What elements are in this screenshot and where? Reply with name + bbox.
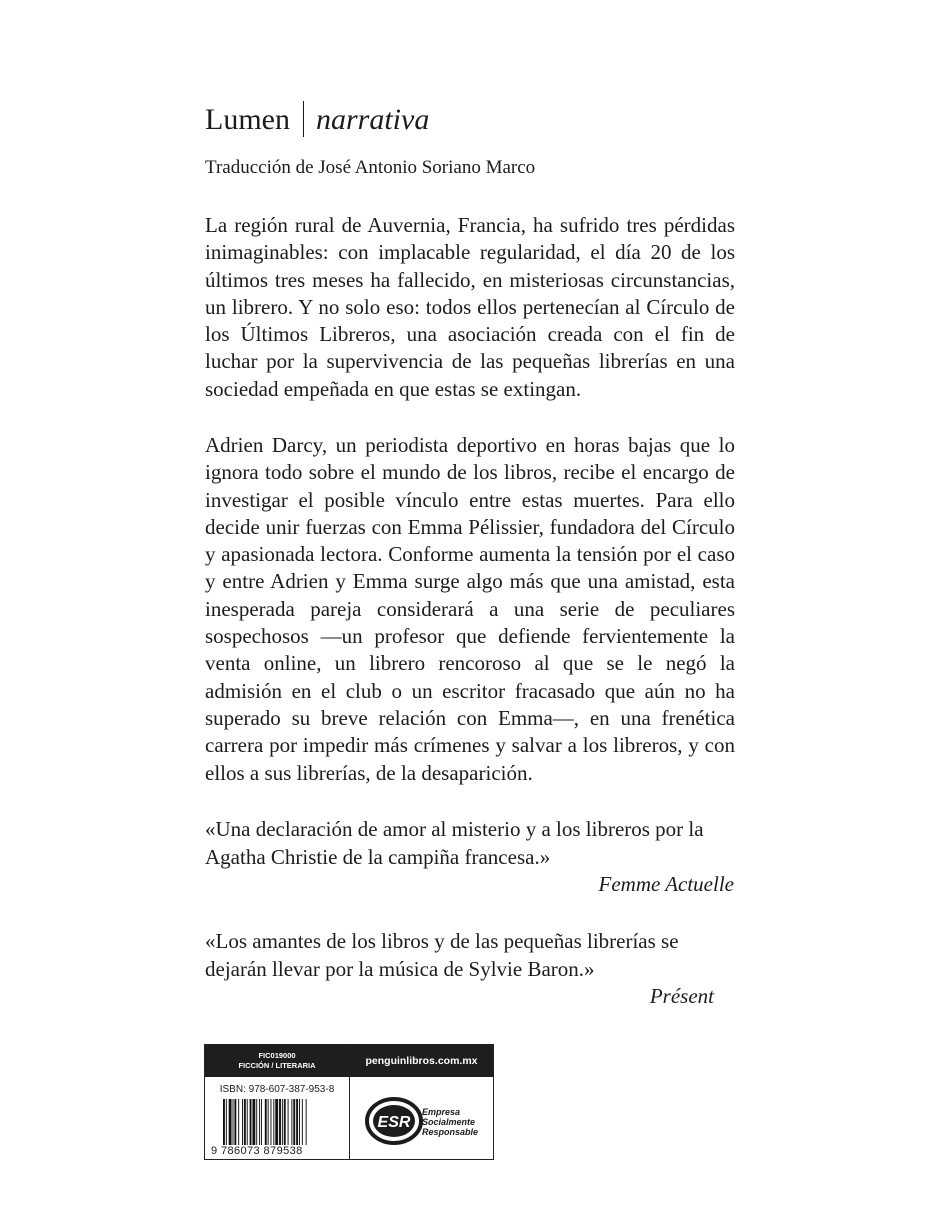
category-code: FIC019000: [258, 1051, 296, 1060]
barcode-bar: [244, 1099, 246, 1145]
barcode-bar: [302, 1099, 303, 1145]
barcode-bar: [275, 1099, 278, 1145]
esr-caption-line-3: Responsable: [422, 1127, 479, 1137]
barcode-bar: [259, 1099, 260, 1145]
synopsis-paragraph-2: Adrien Darcy, un periodista deportivo en horas bajas que lo ignora todo sobre el mundo de los libros, recibe el encargo de investigar el posible vínculo entre estas muertes. Para ello decide unir fuerzas con Emma Pélissier, fundadora del Círculo y apasionada lectora. Conforme aumenta la tensión por el caso y entre Adrien y Emma surge algo más que una amistad, esta inesperada pareja considerará a una serie de peculiares sospechosos —un profesor que defiende fervientemente la venta online, un librero rencoroso al que se le negó la admisión en el club o un escritor fracasado que aún no ha superado su breve relación con Emma—, en una frenética carrera por impedir más crímenes y salvar a los libreros, y con ellos a sus librerías, de la desaparición.: [205, 433, 735, 785]
barcode-bar: [233, 1099, 234, 1145]
barcode-bar: [261, 1099, 262, 1145]
barcode-bar: [252, 1099, 255, 1145]
isbn-number: ISBN: 978-607-387-953-8: [219, 1084, 335, 1095]
barcode-bar: [256, 1099, 257, 1145]
barcode-bar: [229, 1099, 232, 1145]
barcode-bar: [296, 1099, 298, 1145]
category-header: [205, 1045, 349, 1077]
barcode-bar: [282, 1099, 283, 1145]
barcode-bar: [291, 1099, 292, 1145]
barcode-bar: [284, 1099, 286, 1145]
review-quote-2: «Los amantes de los libros y de las pequeñas librerías se dejarán llevar por la música de Sylvie Baron.»: [205, 929, 679, 981]
synopsis-paragraph-1: La región rural de Auvernia, Francia, ha sufrido tres pérdidas inimaginables: con implacable regularidad, el día 20 de los últimos tres meses ha fallecido, en misteriosas circunstancias, un librero. Y no solo eso: todos ellos pertenecían al Círculo de los Últimos Libreros, una asociación creada con el fin de luchar por la supervivencia de las pequeñas librerías en una sociedad empeñada en que estas se extingan.: [205, 213, 735, 401]
barcode-bar: [279, 1099, 281, 1145]
barcode-bar: [250, 1099, 252, 1145]
barcode-bar: [265, 1099, 267, 1145]
barcode-bar: [273, 1099, 274, 1145]
barcode-bar: [247, 1099, 248, 1145]
barcode-bar: [288, 1099, 289, 1145]
publisher-brand: [205, 100, 429, 140]
website-label: penguinlibros.com.mx: [350, 1045, 493, 1077]
barcode-bar: [293, 1099, 295, 1145]
review-quote-1: «Una declaración de amor al misterio y a los libreros por la Agatha Christie de la campiña francesa.»: [205, 817, 704, 869]
translator-credit: Traducción de José Antonio Soriano Marco: [205, 157, 536, 178]
esr-caption-line-1: Empresa: [422, 1107, 461, 1117]
barcode-bar: [226, 1099, 227, 1145]
publisher-name: Lumen: [205, 103, 290, 136]
barcode-digits: 9 786073 879538: [211, 1145, 303, 1157]
esr-caption: [422, 1107, 478, 1137]
barcode: [223, 1099, 343, 1145]
barcode-bar: [299, 1099, 300, 1145]
barcode-panel: [205, 1045, 350, 1159]
barcode-bar: [234, 1099, 236, 1145]
barcode-bar: [306, 1099, 307, 1145]
barcode-bar: [242, 1099, 243, 1145]
esr-caption-line-2: Socialmente: [422, 1117, 476, 1127]
review-source-2: Présent: [649, 984, 714, 1008]
category-label: FICCIÓN / LITERARIA: [238, 1061, 316, 1070]
barcode-bar: [223, 1099, 225, 1145]
esr-logo-text: ESR: [377, 1114, 411, 1131]
barcode-bar: [271, 1099, 272, 1145]
barcode-bar: [238, 1099, 239, 1145]
barcode-bar: [268, 1099, 269, 1145]
review-source-1: Femme Actuelle: [598, 872, 734, 896]
publisher-panel: [350, 1045, 493, 1159]
imprint-name: narrativa: [315, 103, 430, 136]
brand-divider: [303, 101, 304, 137]
barcode-box: [204, 1044, 494, 1160]
